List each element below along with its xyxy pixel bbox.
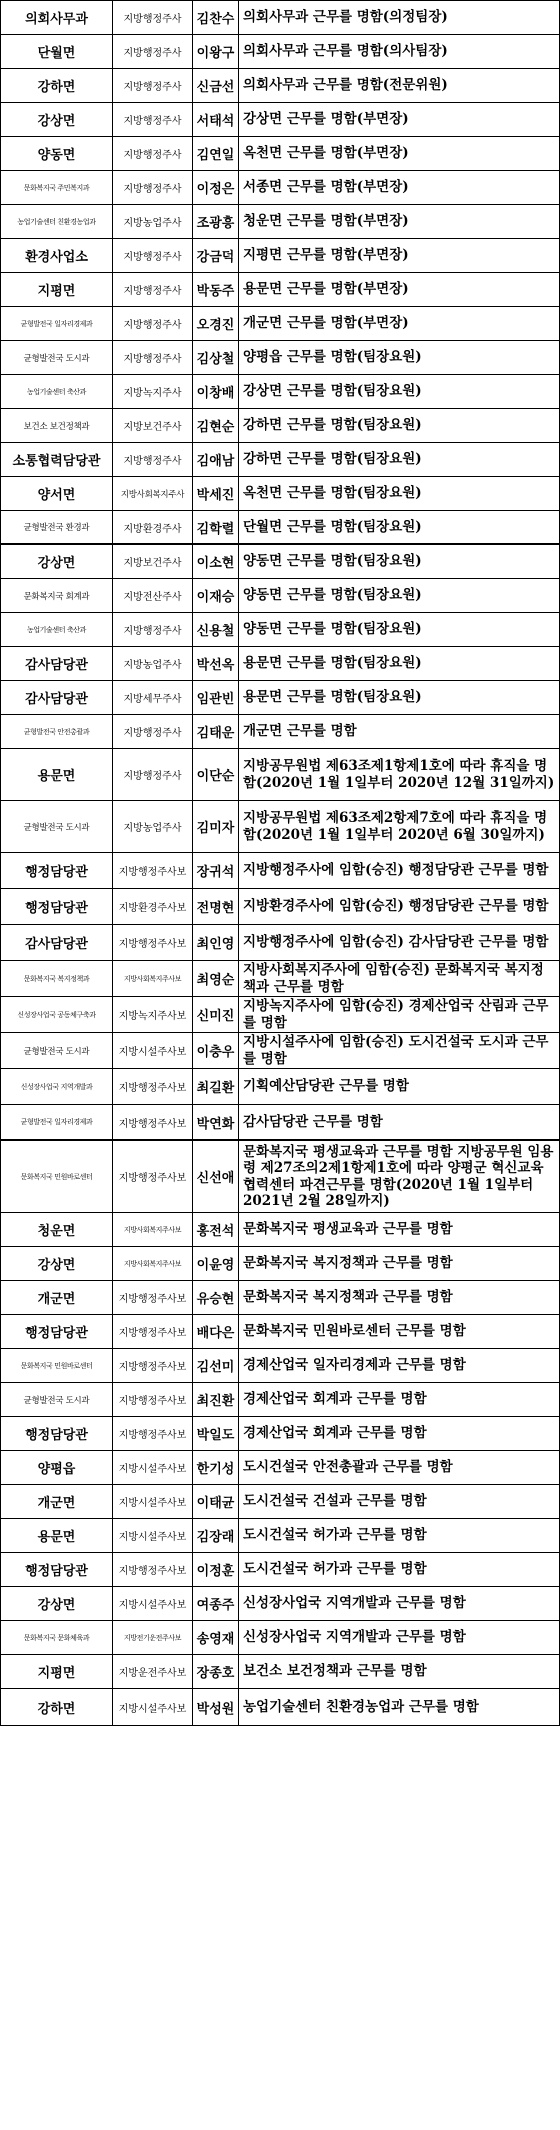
table-row	[1, 1553, 559, 1587]
table-row	[1, 1587, 559, 1621]
assignment-cell: 지방행정주사에 임함(승진) 감사담당관 근무를 명함	[243, 934, 549, 951]
table-row	[1, 961, 559, 997]
name-cell: 오경진	[193, 307, 239, 340]
table-row	[1, 1, 559, 35]
department-cell: 행정담당관	[1, 1553, 113, 1586]
rank-cell: 지방행정주사	[113, 749, 193, 800]
rank-cell: 지방시설주사보	[113, 1451, 193, 1484]
assignment-cell: 강상면 근무를 명함(부면장)	[243, 111, 409, 128]
name-cell: 여종주	[193, 1587, 239, 1620]
name-cell: 김상철	[193, 341, 239, 374]
name-cell: 장귀석	[193, 853, 239, 888]
table-row	[1, 1247, 559, 1281]
assignment-cell: 문화복지국 평생교육과 근무를 명함 지방공무원 임용령 제27조의2제1항제1호에 따라 양평군 혁신교육협력센터 파견근무를 명함(2020년 1월 1일부터 2021년 2월 28일까지)	[243, 1144, 554, 1209]
name-cell: 배다은	[193, 1315, 239, 1348]
name-cell: 이왕구	[193, 35, 239, 68]
table-row	[1, 1315, 559, 1349]
assignment-cell: 도시건설국 안전총괄과 근무를 명함	[243, 1459, 453, 1476]
rank-cell: 지방행정주사보	[113, 1553, 193, 1586]
rank-cell: 지방행정주사	[113, 103, 193, 136]
name-cell: 김찬수	[193, 1, 239, 34]
assignment-cell: 도시건설국 건설과 근무를 명함	[243, 1493, 427, 1510]
name-cell: 유승현	[193, 1281, 239, 1314]
name-cell: 최영순	[193, 961, 239, 996]
name-cell: 박연화	[193, 1105, 239, 1139]
department-cell: 문화복지국 민원바로센터	[1, 1349, 113, 1382]
department-cell: 강하면	[1, 1689, 113, 1725]
name-cell: 신용철	[193, 613, 239, 646]
name-cell: 박선옥	[193, 647, 239, 680]
name-cell: 박동주	[193, 273, 239, 306]
table-row	[1, 1417, 559, 1451]
table-row	[1, 477, 559, 511]
department-cell: 농업기술센터 축산과	[1, 613, 113, 646]
table-row	[1, 1141, 559, 1213]
department-cell: 강상면	[1, 1587, 113, 1620]
table-row	[1, 545, 559, 579]
table-row	[1, 1689, 559, 1725]
department-cell: 균형발전국 안전총괄과	[1, 715, 113, 748]
assignment-cell: 지방환경주사에 임함(승진) 행정담당관 근무를 명함	[243, 898, 549, 915]
assignment-cell: 문화복지국 복지정책과 근무를 명함	[243, 1255, 453, 1272]
assignment-cell: 개군면 근무를 명함	[243, 723, 357, 740]
rank-cell: 지방사회복지주사보	[113, 1213, 193, 1246]
assignment-cell: 강하면 근무를 명함(팀장요원)	[243, 451, 422, 468]
assignment-cell: 문화복지국 평생교육과 근무를 명함	[243, 1221, 453, 1238]
department-cell: 소통협력담당관	[1, 443, 113, 476]
name-cell: 이정은	[193, 171, 239, 204]
department-cell: 농업기술센터 축산과	[1, 375, 113, 408]
name-cell: 이소현	[193, 545, 239, 578]
department-cell: 균형발전국 도시과	[1, 1383, 113, 1416]
department-cell: 강상면	[1, 1247, 113, 1280]
name-cell: 신미진	[193, 997, 239, 1032]
assignment-cell: 양동면 근무를 명함(팀장요원)	[243, 587, 422, 604]
table-row	[1, 69, 559, 103]
assignment-cell: 의회사무과 근무를 명함(의정팀장)	[243, 9, 448, 26]
assignment-cell: 양평읍 근무를 명함(팀장요원)	[243, 349, 422, 366]
name-cell: 이단순	[193, 749, 239, 800]
department-cell: 균형발전국 일자리경제과	[1, 307, 113, 340]
table-row	[1, 715, 559, 749]
department-cell: 문화복지국 문화체육과	[1, 1621, 113, 1654]
table-row	[1, 1485, 559, 1519]
department-cell: 지평면	[1, 273, 113, 306]
table-row	[1, 375, 559, 409]
name-cell: 김현순	[193, 409, 239, 442]
name-cell: 이정훈	[193, 1553, 239, 1586]
table-row	[1, 1349, 559, 1383]
department-cell: 단월면	[1, 35, 113, 68]
table-row	[1, 889, 559, 925]
table-row	[1, 103, 559, 137]
table-row	[1, 409, 559, 443]
assignment-cell: 지방녹지주사에 임함(승진) 경제산업국 산림과 근무를 명함	[243, 998, 549, 1031]
rank-cell: 지방행정주사보	[113, 1349, 193, 1382]
table-row	[1, 307, 559, 341]
table-row	[1, 801, 559, 853]
assignment-cell: 감사담당관 근무를 명함	[243, 1113, 383, 1130]
name-cell: 김장래	[193, 1519, 239, 1552]
rank-cell: 지방운전주사보	[113, 1655, 193, 1688]
assignment-cell: 용문면 근무를 명함(부면장)	[243, 281, 409, 298]
name-cell: 송영재	[193, 1621, 239, 1654]
department-cell: 강상면	[1, 103, 113, 136]
rank-cell: 지방시설주사보	[113, 1485, 193, 1518]
rank-cell: 지방녹지주사보	[113, 997, 193, 1032]
assignment-cell: 도시건설국 허가과 근무를 명함	[243, 1527, 427, 1544]
table-row	[1, 647, 559, 681]
table-row	[1, 579, 559, 613]
rank-cell: 지방보건주사	[113, 545, 193, 578]
name-cell: 신금선	[193, 69, 239, 102]
rank-cell: 지방녹지주사	[113, 375, 193, 408]
assignment-cell: 옥천면 근무를 명함(팀장요원)	[243, 485, 422, 502]
name-cell: 김선미	[193, 1349, 239, 1382]
rank-cell: 지방행정주사	[113, 137, 193, 170]
department-cell: 청운면	[1, 1213, 113, 1246]
name-cell: 김학렬	[193, 511, 239, 543]
department-cell: 개군면	[1, 1281, 113, 1314]
assignment-cell: 경제산업국 회계과 근무를 명함	[243, 1391, 427, 1408]
assignment-cell: 옥천면 근무를 명함(부면장)	[243, 145, 409, 162]
table-row	[1, 749, 559, 801]
rank-cell: 지방행정주사	[113, 613, 193, 646]
rank-cell: 지방행정주사	[113, 341, 193, 374]
rank-cell: 지방시설주사보	[113, 1519, 193, 1552]
department-cell: 강하면	[1, 69, 113, 102]
name-cell: 이재승	[193, 579, 239, 612]
department-cell: 행정담당관	[1, 1315, 113, 1348]
assignment-cell: 서종면 근무를 명함(부면장)	[243, 179, 409, 196]
name-cell: 강금덕	[193, 239, 239, 272]
table-row	[1, 997, 559, 1033]
name-cell: 이충우	[193, 1033, 239, 1068]
department-cell: 의회사무과	[1, 1, 113, 34]
assignment-cell: 지방시설주사에 임함(승진) 도시건설국 도시과 근무를 명함	[243, 1034, 549, 1067]
assignment-cell: 기획예산담당관 근무를 명함	[243, 1078, 409, 1095]
rank-cell: 지방행정주사	[113, 443, 193, 476]
table-row	[1, 681, 559, 715]
table-row	[1, 1519, 559, 1553]
name-cell: 전명현	[193, 889, 239, 924]
rank-cell: 지방농업주사	[113, 647, 193, 680]
rank-cell: 지방행정주사	[113, 35, 193, 68]
table-row	[1, 35, 559, 69]
assignment-cell: 지방행정주사에 임함(승진) 행정담당관 근무를 명함	[243, 862, 549, 879]
department-cell: 농업기술센터 친환경농업과	[1, 205, 113, 238]
table-row	[1, 443, 559, 477]
assignment-cell: 용문면 근무를 명함(팀장요원)	[243, 689, 422, 706]
department-cell: 균형발전국 도시과	[1, 801, 113, 852]
assignment-cell: 개군면 근무를 명함(부면장)	[243, 315, 409, 332]
rank-cell: 지방전기운전주사보	[113, 1621, 193, 1654]
assignment-cell: 양동면 근무를 명함(팀장요원)	[243, 621, 422, 638]
department-cell: 용문면	[1, 1519, 113, 1552]
table-row	[1, 341, 559, 375]
rank-cell: 지방행정주사보	[113, 1417, 193, 1450]
assignment-cell: 지평면 근무를 명함(부면장)	[243, 247, 409, 264]
department-cell: 균형발전국 도시과	[1, 341, 113, 374]
name-cell: 임관빈	[193, 681, 239, 714]
rank-cell: 지방사회복지주사보	[113, 1247, 193, 1280]
name-cell: 박성원	[193, 1689, 239, 1725]
department-cell: 양평읍	[1, 1451, 113, 1484]
table-row	[1, 137, 559, 171]
rank-cell: 지방사회복지주사보	[113, 961, 193, 996]
table-row	[1, 1451, 559, 1485]
rank-cell: 지방행정주사보	[113, 1105, 193, 1139]
table-row	[1, 1213, 559, 1247]
table-row	[1, 273, 559, 307]
department-cell: 지평면	[1, 1655, 113, 1688]
assignment-cell: 경제산업국 일자리경제과 근무를 명함	[243, 1357, 466, 1374]
table-row	[1, 1655, 559, 1689]
assignment-cell: 의회사무과 근무를 명함(전문위원)	[243, 77, 448, 94]
name-cell: 최길환	[193, 1069, 239, 1104]
table-row	[1, 1383, 559, 1417]
rank-cell: 지방농업주사	[113, 205, 193, 238]
department-cell: 용문면	[1, 749, 113, 800]
assignment-cell: 청운면 근무를 명함(부면장)	[243, 213, 409, 230]
name-cell: 김미자	[193, 801, 239, 852]
rank-cell: 지방행정주사	[113, 715, 193, 748]
name-cell: 장종호	[193, 1655, 239, 1688]
rank-cell: 지방행정주사	[113, 1, 193, 34]
department-cell: 양동면	[1, 137, 113, 170]
rank-cell: 지방환경주사	[113, 511, 193, 543]
assignment-cell: 지방공무원법 제63조제2항제7호에 따라 휴직을 명함(2020년 1월 1일부터 2020년 6월 30일까지)	[243, 810, 548, 843]
name-cell: 최진환	[193, 1383, 239, 1416]
assignment-cell: 경제산업국 회계과 근무를 명함	[243, 1425, 427, 1442]
assignment-cell: 강상면 근무를 명함(팀장요원)	[243, 383, 422, 400]
assignment-cell: 단월면 근무를 명함(팀장요원)	[243, 518, 422, 535]
table-row	[1, 1069, 559, 1105]
department-cell: 문화복지국 민원바로센터	[1, 1141, 113, 1212]
rank-cell: 지방행정주사보	[113, 1383, 193, 1416]
rank-cell: 지방전산주사	[113, 579, 193, 612]
rank-cell: 지방보건주사	[113, 409, 193, 442]
department-cell: 문화복지국 주민복지과	[1, 171, 113, 204]
name-cell: 홍전석	[193, 1213, 239, 1246]
rank-cell: 지방행정주사보	[113, 1281, 193, 1314]
rank-cell: 지방행정주사보	[113, 1315, 193, 1348]
rank-cell: 지방행정주사보	[113, 1069, 193, 1104]
table-row	[1, 925, 559, 961]
assignment-cell: 문화복지국 민원바로센터 근무를 명함	[243, 1323, 466, 1340]
name-cell: 최인영	[193, 925, 239, 960]
rank-cell: 지방행정주사	[113, 69, 193, 102]
assignment-cell: 용문면 근무를 명함(팀장요원)	[243, 655, 422, 672]
assignment-cell: 강하면 근무를 명함(팀장요원)	[243, 417, 422, 434]
assignment-cell: 보건소 보건정책과 근무를 명함	[243, 1663, 427, 1680]
rank-cell: 지방시설주사보	[113, 1587, 193, 1620]
name-cell: 조광흥	[193, 205, 239, 238]
assignment-cell: 문화복지국 복지정책과 근무를 명함	[243, 1289, 453, 1306]
department-cell: 행정담당관	[1, 853, 113, 888]
name-cell: 박세진	[193, 477, 239, 510]
department-cell: 감사담당관	[1, 925, 113, 960]
department-cell: 감사담당관	[1, 681, 113, 714]
name-cell: 서태석	[193, 103, 239, 136]
department-cell: 보건소 보건정책과	[1, 409, 113, 442]
name-cell: 한기성	[193, 1451, 239, 1484]
department-cell: 강상면	[1, 545, 113, 578]
table-row	[1, 1033, 559, 1069]
department-cell: 행정담당관	[1, 1417, 113, 1450]
assignment-cell: 신성장사업국 지역개발과 근무를 명함	[243, 1595, 466, 1612]
rank-cell: 지방세무주사	[113, 681, 193, 714]
assignment-cell: 지방사회복지주사에 임함(승진) 문화복지국 복지정책과 근무를 명함	[243, 962, 544, 995]
table-row	[1, 853, 559, 889]
department-cell: 신성장사업국 지역개발과	[1, 1069, 113, 1104]
department-cell: 문화복지국 회계과	[1, 579, 113, 612]
name-cell: 이윤영	[193, 1247, 239, 1280]
department-cell: 행정담당관	[1, 889, 113, 924]
rank-cell: 지방행정주사보	[113, 853, 193, 888]
rank-cell: 지방행정주사	[113, 307, 193, 340]
department-cell: 환경사업소	[1, 239, 113, 272]
rank-cell: 지방행정주사보	[113, 1141, 193, 1212]
assignment-cell: 의회사무과 근무를 명함(의사팀장)	[243, 43, 448, 60]
department-cell: 신성장사업국 공동체구축과	[1, 997, 113, 1032]
department-cell: 개군면	[1, 1485, 113, 1518]
name-cell: 신선애	[193, 1141, 239, 1212]
table-row	[1, 239, 559, 273]
rank-cell: 지방시설주사보	[113, 1033, 193, 1068]
assignment-cell: 신성장사업국 지역개발과 근무를 명함	[243, 1629, 466, 1646]
department-cell: 균형발전국 일자리경제과	[1, 1105, 113, 1139]
assignment-cell: 농업기술센터 친환경농업과 근무를 명함	[243, 1698, 479, 1715]
rank-cell: 지방행정주사	[113, 239, 193, 272]
name-cell: 김태운	[193, 715, 239, 748]
department-cell: 균형발전국 환경과	[1, 511, 113, 543]
table-row	[1, 511, 559, 545]
name-cell: 이태균	[193, 1485, 239, 1518]
rank-cell: 지방시설주사보	[113, 1689, 193, 1725]
rank-cell: 지방환경주사보	[113, 889, 193, 924]
name-cell: 김애남	[193, 443, 239, 476]
name-cell: 김연일	[193, 137, 239, 170]
table-row	[1, 1621, 559, 1655]
table-row	[1, 1281, 559, 1315]
table-row	[1, 205, 559, 239]
department-cell: 감사담당관	[1, 647, 113, 680]
rank-cell: 지방사회복지주사	[113, 477, 193, 510]
table-row	[1, 1105, 559, 1141]
rank-cell: 지방농업주사	[113, 801, 193, 852]
assignment-cell: 지방공무원법 제63조제1항제1호에 따라 휴직을 명함(2020년 1월 1일부터 2020년 12월 31일까지)	[243, 758, 555, 791]
table-row	[1, 171, 559, 205]
rank-cell: 지방행정주사	[113, 273, 193, 306]
name-cell: 이창배	[193, 375, 239, 408]
assignment-cell: 도시건설국 허가과 근무를 명함	[243, 1561, 427, 1578]
name-cell: 박일도	[193, 1417, 239, 1450]
department-cell: 문화복지국 복지정책과	[1, 961, 113, 996]
rank-cell: 지방행정주사보	[113, 925, 193, 960]
department-cell: 균형발전국 도시과	[1, 1033, 113, 1068]
assignment-cell: 양동면 근무를 명함(팀장요원)	[243, 553, 422, 570]
table-row	[1, 613, 559, 647]
department-cell: 양서면	[1, 477, 113, 510]
rank-cell: 지방행정주사	[113, 171, 193, 204]
